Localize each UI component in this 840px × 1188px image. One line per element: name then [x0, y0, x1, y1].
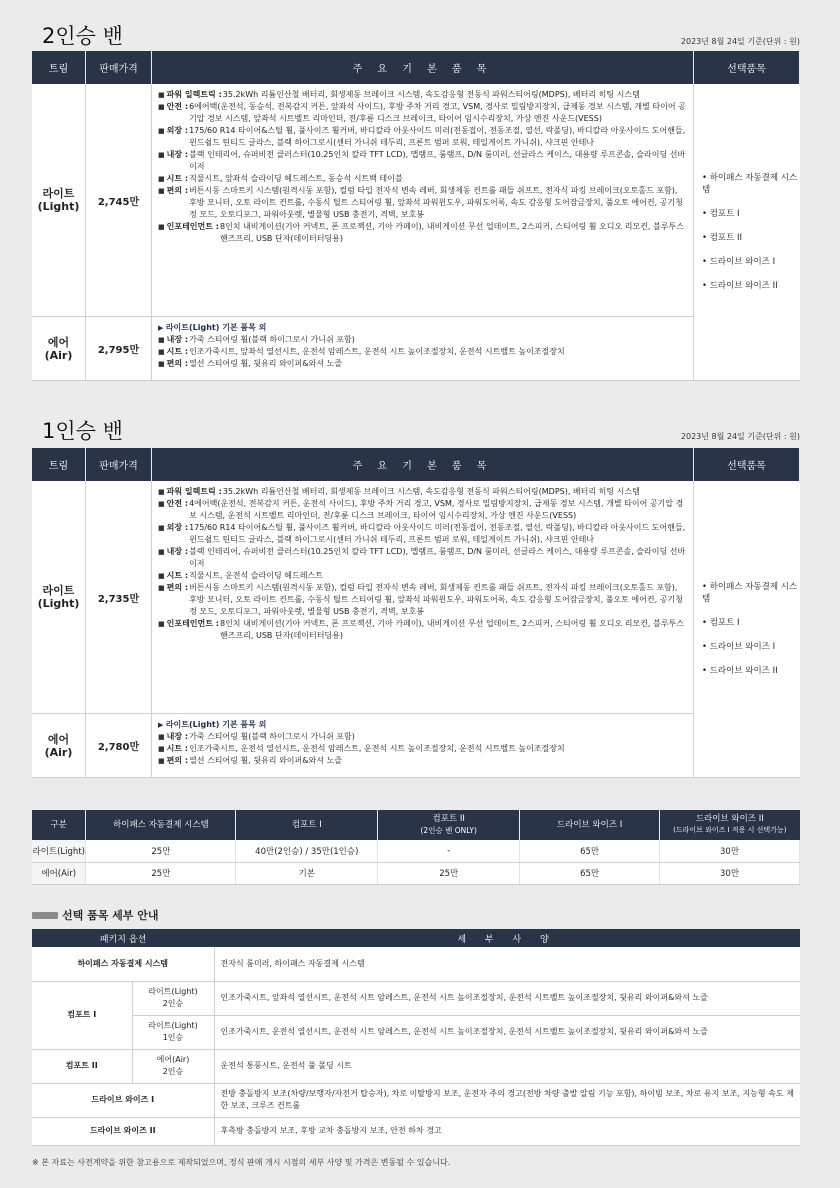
item-row: ■ 내장 : 블랙 인테리어, 슈퍼비전 클러스터(10.25인치 칼라 TFT LCD), 맵램프, 룸램프, D/N 룸미러, 선글라스 케이스, 대용량 루프콘솔, 슬라이딩 선바이저 — [158, 149, 687, 173]
trim-air: 에어 (Air) — [32, 317, 86, 381]
col-comfort1: 컴포트 I — [236, 810, 378, 840]
option-item: • 컴포트 I — [702, 208, 800, 220]
option-item: • 하이패스 자동결제 시스템 — [702, 581, 800, 605]
options-list — [694, 481, 800, 778]
option-item: • 컴포트 II — [702, 232, 800, 244]
header-items: 주 요 기 본 품 목 — [152, 51, 694, 84]
header-price: 판매가격 — [86, 448, 152, 481]
price-light: 2,745만 — [86, 84, 152, 317]
header-options: 선택품목 — [694, 51, 800, 84]
item-row: ■ 편의 : 버튼시동 스마트키 시스템(원격시동 포함), 컬럼 타입 전자식 변속 레버, 회생제동 컨트롤 패들 쉬프트, 전자식 파킹 브레이크(오토홀드 포함), 후방 모니터, 오토 라이트 컨트롤, 수동식 틸트 스티어링 휠, 앞좌석 파워윈도우, 파워도어록, 속도 감응형 도어잠금장치, 풀오토 에어컨, 공기청정 모드, 오토디포그, 파워아웃렛, 별물형 USB 충전기, 격벽, 보호봉 — [158, 185, 687, 221]
option-item: • 드라이브 와이즈 II — [702, 665, 800, 677]
item-row: ■ 시트 : 직물시트, 운전석 슬라이딩 헤드레스트 — [158, 570, 687, 582]
price-air: 2,795만 — [86, 317, 152, 381]
item-row: ■ 시트 : 인조가죽시트, 앞좌석 열선시트, 운전석 암레스트, 운전석 시트 높이조절장치, 운전석 시트벨트 높이조절장치 — [158, 346, 687, 358]
col-package: 패키지 옵션 — [32, 929, 214, 947]
item-row: ■ 안전 : 6에어백(운전석, 동승석, 전복감지 커튼, 앞좌석 사이드), 후방 주차 거리 경고, VSM, 경사로 밀림방지장치, 급제동 경보 시스템, 개별 타이어 공기압 경보 시스템, 앞좌석 시트벨트 리마인더, 전/후륜 디스크 브레이크, 타이어 임시수리장치, 가상 엔진 사운드(VESS) — [158, 101, 687, 125]
option-item: • 드라이브 와이즈 I — [702, 641, 800, 653]
van2-date: 2023년 8월 24일 기준(단위 : 원) — [680, 37, 800, 46]
option-item: • 컴포트 I — [702, 617, 800, 629]
van2-title: 2인승 밴 — [42, 24, 123, 48]
item-row: ■ 파워 일렉트릭 : 35.2kWh 리튬인산철 배터리, 회생제동 브레이크 시스템, 속도감응형 전동식 파워스티어링(MDPS), 배터리 히팅 시스템 — [158, 89, 687, 101]
header-items: 주 요 기 본 품 목 — [152, 448, 694, 481]
item-row: ■ 편의 : 열선 스티어링 휠, 뒷유리 와이퍼&와셔 노즐 — [158, 755, 687, 767]
trim-light: 라이트 (Light) — [32, 481, 86, 714]
item-row: ■ 시트 : 인조가죽시트, 운전석 열선시트, 운전석 암레스트, 운전석 시트 높이조절장치, 운전석 시트벨트 높이조절장치 — [158, 743, 687, 755]
col-hipass: 하이패스 자동결제 시스템 — [86, 810, 236, 840]
col-comfort2: 컴포트 II (2인승 밴 ONLY) — [378, 810, 520, 840]
table-row: 컴포트 I 라이트(Light) 2인승 인조가죽시트, 앞좌석 열선시트, 운전석 시트 암레스트, 운전석 시트 높이조절장치, 운전석 시트벨트 높이조절장치, 뒷유리 와이퍼&와셔 노즐 — [32, 981, 800, 1015]
item-row: ■ 편의 : 버튼시동 스마트키 시스템(원격시동 포함), 컬럼 타입 전자식 변속 레버, 회생제동 컨트롤 패들 쉬프트, 전자식 파킹 브레이크(오토홀드 포함), 후방 모니터, 오토 라이트 컨트롤, 수동식 틸트 스티어링 휠, 앞좌석 파워윈도우, 파워도어록, 속도 감응형 도어잠금장치, 풀오토 에어컨, 공기청정 모드, 오토디포그, 파워아웃렛, 별물형 USB 충전기, 격벽, 보호봉 — [158, 582, 687, 618]
table-row: 라이트(Light) 1인승 인조가죽시트, 운전석 열선시트, 운전석 시트 암레스트, 운전석 시트 높이조절장치, 운전석 시트벨트 높이조절장치, 뒷유리 와이퍼&와셔 노즐 — [32, 1015, 800, 1049]
item-row: ■ 내장 : 가죽 스티어링 휠(블랙 하이그로시 가니쉬 포함) — [158, 334, 687, 346]
col-dw1: 드라이브 와이즈 I — [520, 810, 660, 840]
table-row: 에어(Air) 25만 기본 25만 65만 30만 — [32, 862, 800, 884]
item-row: ■ 시트 : 직물시트, 앞좌석 슬라이딩 헤드레스트, 동승석 시트백 테이블 — [158, 173, 687, 185]
header-options: 선택품목 — [694, 448, 800, 481]
item-row: ■ 안전 : 4에어백(운전석, 전복감지 커튼, 운전석 사이드), 후방 주차 거리 경고, VSM, 경사로 밀림방지장치, 급제동 경보 시스템, 개별 타이어 공기압 경보 시스템, 운전석 시트벨트 리마인더, 전/후륜 디스크 브레이크, 타이어 임시수리장치, 가상 엔진 사운드(VESS) — [158, 498, 687, 522]
header-price: 판매가격 — [86, 51, 152, 84]
detail-section-title: 선택 품목 세부 안내 — [32, 907, 159, 923]
col-dw2: 드라이브 와이즈 II (드라이브 와이즈 I 적용 시 선택가능) — [660, 810, 800, 840]
items-light — [152, 84, 694, 317]
item-row: ■ 내장 : 블랙 인테리어, 슈퍼비전 클러스터(10.25인치 칼라 TFT LCD), 맵램프, 룸램프, D/N 룸미러, 선글라스 케이스, 대용량 루프콘솔, 슬라이딩 선바이저 — [158, 546, 687, 570]
col-category: 구분 — [32, 810, 86, 840]
van1-table — [32, 448, 800, 778]
item-row: ■ 파워 일렉트릭 : 35.2kWh 리튬인산철 배터리, 회생제동 브레이크 시스템, 속도감응형 전동식 파워스티어링(MDPS), 배터리 히팅 시스템 — [158, 486, 687, 498]
item-row: ■ 인포테인먼트 : 8인치 내비게이션(기아 커넥트, 폰 프로젝션, 기아 카페이), 내비게이션 무선 업데이트, 2스피커, 스티어링 휠 오디오 리모컨, 블루투스 핸즈프리, USB 단자(데이터터딩용) — [158, 618, 687, 642]
items-air — [152, 714, 694, 778]
trim-light: 라이트 (Light) — [32, 84, 86, 317]
items-light — [152, 481, 694, 714]
table-row: 드라이브 와이즈 II 후측방 충돌방지 보조, 후방 교차 충돌방지 보조, 안전 하차 경고 — [32, 1117, 800, 1145]
col-detail: 세 부 사 양 — [214, 929, 800, 947]
section-bar-icon — [32, 912, 58, 919]
trim-air: 에어 (Air) — [32, 714, 86, 778]
base-note: ▶ 라이트(Light) 기본 품목 외 — [158, 719, 266, 731]
detail-table — [32, 929, 800, 1146]
item-row: ■ 인포테인먼트 : 8인치 내비게이션(기아 커넥트, 폰 프로젝션, 기아 카페이), 내비게이션 무선 업데이트, 2스피커, 스티어링 휠 오디오 리모컨, 블루투스 핸즈프리, USB 단자(데이터터딩용) — [158, 221, 687, 245]
option-item: • 하이패스 자동결제 시스템 — [702, 172, 800, 196]
item-row: ■ 내장 : 가죽 스티어링 휠(블랙 하이그로시 가니쉬 포함) — [158, 731, 687, 743]
table-row: 컴포트 II 에어(Air) 2인승 운전석 통풍시트, 운전석 풀 폴딩 시트 — [32, 1049, 800, 1083]
price-air: 2,780만 — [86, 714, 152, 778]
table-row: 라이트(Light) 25만 40만(2인승) / 35만(1인승) - 65만 30만 — [32, 840, 800, 862]
base-note: ▶ 라이트(Light) 기본 품목 외 — [158, 322, 266, 334]
header-trim: 트림 — [32, 448, 86, 481]
item-row: ■ 외장 : 175/60 R14 타이어&스틸 휠, 풀사이즈 휠커버, 바디칼라 아웃사이드 미러(전동접이, 전동조절, 열선, 락폴딩), 바디칼라 아웃사이드 도어핸들, 윈드쉴드 틴티드 글라스, 블랙 하이그로시(센터 가니쉬 테두리, 프론트 범퍼 로워, 테일게이트 가니쉬), 샤크핀 안테나 — [158, 522, 687, 546]
item-row: ■ 외장 : 175/60 R14 타이어&스틸 휠, 풀사이즈 휠커버, 바디칼라 아웃사이드 미러(전동접이, 전동조절, 열선, 락폴딩), 바디칼라 아웃사이드 도어핸들, 윈드쉴드 틴티드 글라스, 블랙 하이그로시(센터 가니쉬 테두리, 프론트 범퍼 로워, 테일게이트 가니쉬), 샤크핀 안테나 — [158, 125, 687, 149]
table-row: 드라이브 와이즈 I 전방 충돌방지 보조(차량/보행자/자전거 탑승자), 차로 이탈방지 보조, 운전자 주의 경고(전방 차량 출발 알림 기능 포함), 하이빔 보조, 차로 유지 보조, 지능형 속도 제한 보조, 크루즈 컨트롤 — [32, 1083, 800, 1117]
options-list — [694, 84, 800, 381]
option-item: • 드라이브 와이즈 II — [702, 280, 800, 292]
items-air — [152, 317, 694, 381]
van2-table — [32, 51, 800, 381]
table-row: 하이패스 자동결제 시스템 전자식 룸미러, 하이패스 자동결제 시스템 — [32, 947, 800, 981]
van1-title: 1인승 밴 — [42, 419, 123, 443]
option-price-table — [32, 810, 800, 885]
item-row: ■ 편의 : 열선 스티어링 휠, 뒷유리 와이퍼&와셔 노즐 — [158, 358, 687, 370]
footnote: ※ 본 자료는 사전계약을 위한 참고용으로 제작되었으며, 정식 판매 개시 시점의 세부 사양 및 가격은 변동될 수 있습니다. — [32, 1158, 451, 1167]
header-trim: 트림 — [32, 51, 86, 84]
option-item: • 드라이브 와이즈 I — [702, 256, 800, 268]
price-light: 2,735만 — [86, 481, 152, 714]
van1-date: 2023년 8월 24일 기준(단위 : 원) — [680, 432, 800, 441]
